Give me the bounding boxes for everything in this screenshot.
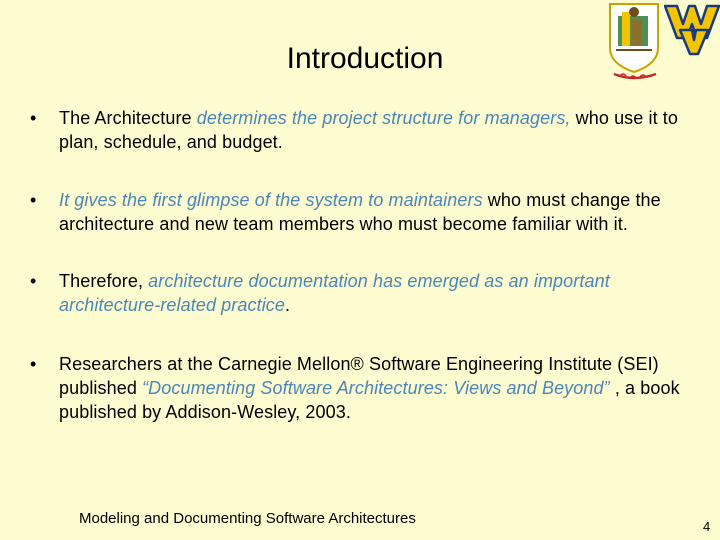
bullet-item (30, 352, 700, 424)
bullet-text: The Architecture (59, 108, 197, 128)
bullet-text: . (285, 295, 291, 315)
cairo-university-logo (606, 2, 662, 80)
bullet-text: Therefore, (59, 271, 149, 291)
bullet-list (30, 106, 700, 424)
bullet-item (30, 269, 700, 317)
bullet-text: , a book published by Addison-Wesley, 2003. (59, 378, 680, 422)
bullet-dot: • (30, 271, 37, 291)
bullet-highlight-text: “Documenting Software Architectures: Views and Beyond” (142, 378, 610, 398)
wvu-logo (664, 4, 720, 56)
bullet-highlight-text: architecture documentation has emerged as an important architecture-related practice (59, 271, 610, 315)
bullet-item (30, 188, 700, 236)
slide-footer: Modeling and Documenting Software Architectures (79, 510, 416, 527)
bullet-dot: • (30, 108, 37, 128)
slide-title: Introduction (286, 42, 444, 75)
page-number: 4 (703, 519, 711, 534)
bullet-highlight-text: It gives the first glimpse of the system to maintainers (59, 190, 483, 210)
bullet-text: Researchers at the Carnegie Mellon® Software Engineering Institute (SEI) published (59, 354, 659, 398)
bullet-dot: • (30, 190, 37, 210)
bullet-text: who must change the architecture and new team members who must become familiar with it. (59, 190, 661, 234)
bullet-highlight-text: determines the project structure for managers, (196, 108, 571, 128)
bullet-text: who use it to plan, schedule, and budget. (59, 108, 679, 152)
bullet-item (30, 106, 700, 154)
bullet-dot: • (30, 354, 37, 374)
